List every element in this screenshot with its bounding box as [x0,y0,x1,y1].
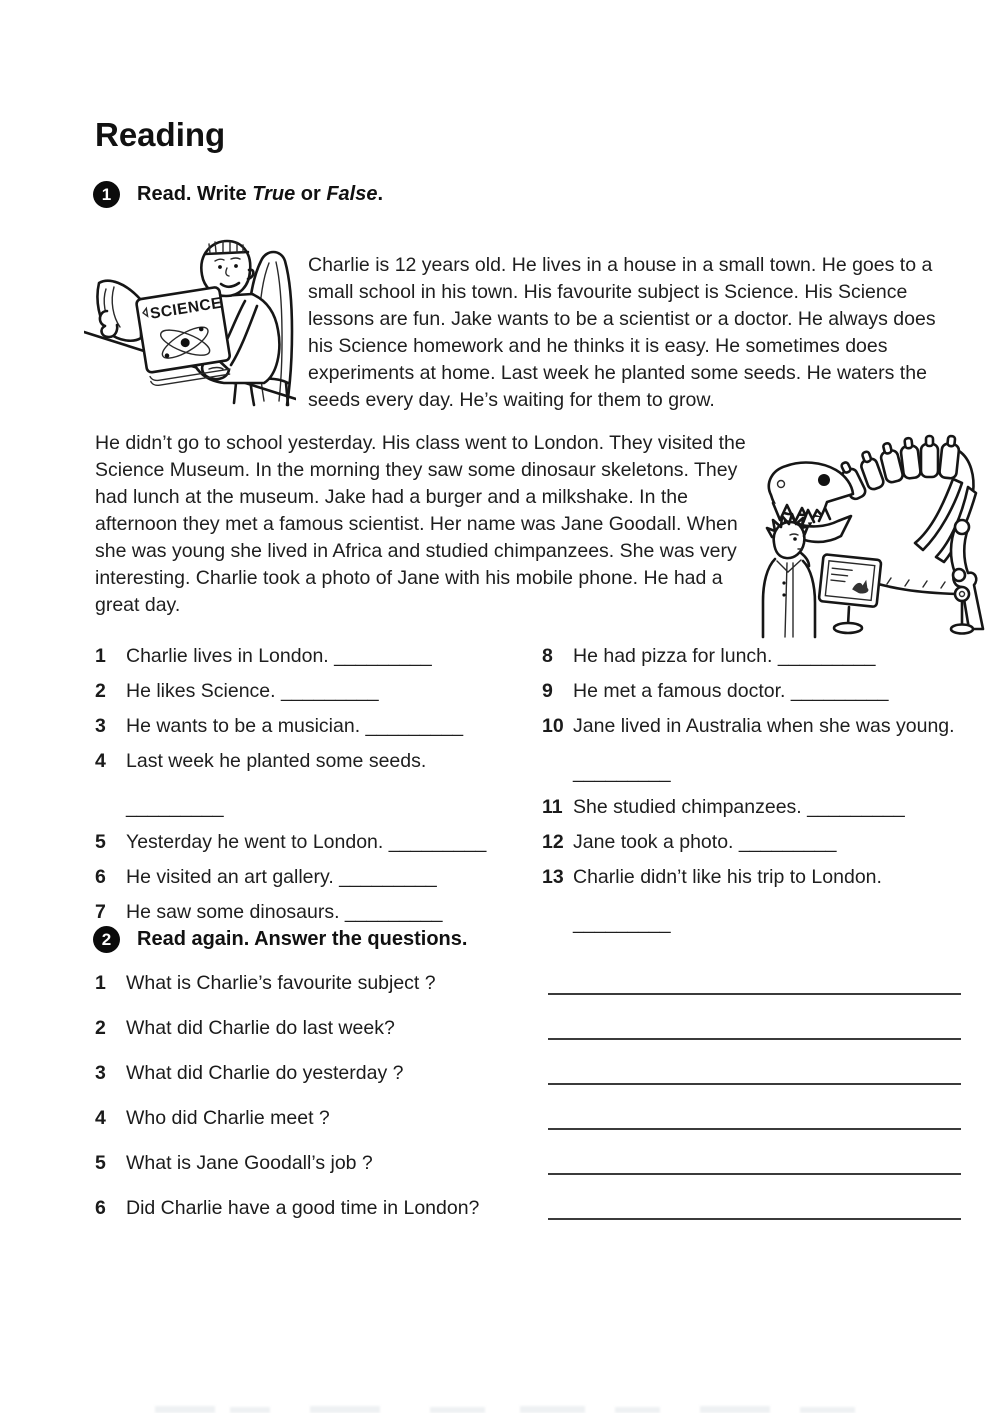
instruction-segment: or [295,183,327,205]
tf-item-number: 5 [95,831,106,853]
cutoff-text-artifact [0,1403,1000,1413]
questions-list [95,972,961,1242]
boy-reading-illustration [84,233,296,425]
tf-item-number: 1 [95,645,106,667]
tf-item-number [542,761,573,783]
reading-passage-1: Charlie is 12 years old. He lives in a house in a small town. He goes to a small school in his town. His favourite subject is Science. His Science lessons are fun. Jake wants to be a scientist or a doctor. He always does his Science homework and he thinks it is easy. He sometimes does experiments at home. Last week he planted some seeds. He waters the seeds every day. He’s waiting for them to grow. [308,254,936,411]
question-row [95,1062,961,1085]
tf-item [542,831,980,853]
question-text: Did Charlie have a good time in London? [126,1197,480,1219]
tf-item-text[interactable]: Yesterday he went to London. _________ [126,831,487,853]
tf-item-number: 2 [95,680,106,702]
tf-item-text[interactable]: _________ [573,912,671,934]
instruction-segment: . [377,183,384,205]
section-2-heading: Read again. Answer the questions. [137,928,468,950]
instruction-segment: Read. Write [137,183,253,205]
tf-item-text[interactable]: He likes Science. _________ [126,680,379,702]
tf-item-text[interactable]: Charlie didn’t like his trip to London. [573,866,882,888]
page-title: Reading [95,116,226,153]
tf-item [542,866,980,888]
reading-passage-2: He didn’t go to school yesterday. His class went to London. They visited the Science Museum. In the morning they saw some dinosaur skeletons. They had lunch at the museum. Jake had a burger and a milkshake. In the afternoon they met a famous scientist. Her name was Jane Goodall. When she was young she lived in Africa and studied chimpanzees. She was very interesting. Charlie took a photo of Jane with his mobile phone. He had a great day. [95,432,746,616]
tf-item-text[interactable]: _________ [126,796,224,818]
tf-item-text[interactable]: He wants to be a musician. _________ [126,715,464,737]
tf-item-number: 8 [542,645,553,667]
question-text: What did Charlie do yesterday ? [126,1062,404,1084]
tf-item-text[interactable]: _________ [573,761,671,783]
tf-column-left [95,645,542,947]
tf-item [542,796,980,818]
section-2-badge: 2 [93,926,120,953]
tf-item-number [542,912,573,934]
answer-line[interactable] [548,1197,961,1220]
tf-item [542,680,980,702]
question-number: 2 [95,1017,106,1039]
tf-item-number: 6 [95,866,106,888]
answer-line[interactable] [548,1152,961,1175]
section-1-header [93,181,383,208]
answer-line[interactable] [548,1107,961,1130]
question-number: 1 [95,972,106,994]
tf-item-number: 4 [95,750,106,772]
question-row [95,972,961,995]
tf-item-text[interactable]: Jane took a photo. _________ [573,831,837,853]
tf-item-number: 12 [542,831,564,853]
tf-item [95,645,542,667]
instruction-false-word: False [326,183,378,205]
question-row [95,1152,961,1175]
tf-item-number: 7 [95,901,106,923]
tf-column-right [542,645,980,947]
question-text: What is Jane Goodall’s job ? [126,1152,373,1174]
tf-item-number: 3 [95,715,106,737]
tf-item [95,796,542,818]
tf-item [542,645,980,667]
true-false-list [95,645,980,947]
question-row [95,1107,961,1130]
tf-item-number: 9 [542,680,553,702]
tf-item [542,715,980,737]
tf-item-number: 13 [542,866,564,888]
tf-item-text[interactable]: He visited an art gallery. _________ [126,866,437,888]
section-2-header [93,926,467,953]
tf-item [95,715,542,737]
tf-item-text[interactable]: He met a famous doctor. _________ [573,680,889,702]
tf-item-text[interactable]: Last week he planted some seeds. [126,750,427,772]
science-book-label: SCIENCE [148,294,224,323]
question-row [95,1197,961,1220]
tf-item-text[interactable]: She studied chimpanzees. _________ [573,796,905,818]
tf-item [95,750,542,772]
question-number: 4 [95,1107,106,1129]
tf-item-number [95,796,126,818]
answer-line[interactable] [548,1062,961,1085]
section-1-badge: 1 [93,181,120,208]
tf-item-text[interactable]: He had pizza for lunch. _________ [573,645,876,667]
tf-item [95,901,542,923]
answer-line[interactable] [548,972,961,995]
tf-item-number: 11 [542,796,563,818]
dinosaur-skeleton-illustration [757,431,995,639]
tf-item-text[interactable]: He saw some dinosaurs. _________ [126,901,443,923]
section-1-instruction [137,183,383,206]
answer-line[interactable] [548,1017,961,1040]
tf-item-text[interactable]: Charlie lives in London. _________ [126,645,432,667]
tf-item [95,680,542,702]
question-row [95,1017,961,1040]
question-number: 5 [95,1152,106,1174]
tf-item [95,866,542,888]
tf-item-text[interactable]: Jane lived in Australia when she was young. [573,715,955,737]
tf-item-number: 10 [542,715,564,737]
question-number: 6 [95,1197,106,1219]
tf-item [542,761,980,783]
question-text: What did Charlie do last week? [126,1017,395,1039]
question-number: 3 [95,1062,106,1084]
question-text: Who did Charlie meet ? [126,1107,330,1129]
tf-item [542,912,980,934]
question-text: What is Charlie’s favourite subject ? [126,972,436,994]
tf-item [95,831,542,853]
instruction-true-word: True [252,183,296,205]
